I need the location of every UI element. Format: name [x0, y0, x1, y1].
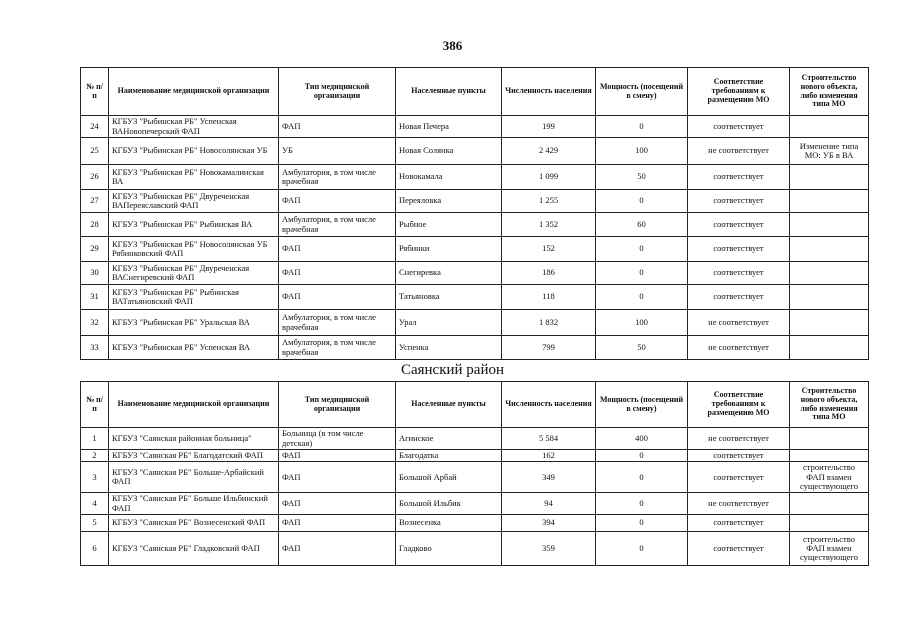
- cell-construction: [790, 285, 869, 310]
- header-construction: Строительство нового объекта, либо изменения типа МО: [790, 382, 869, 428]
- cell-type: Больница (в том числе детская): [279, 428, 396, 450]
- table-row: [81, 237, 869, 262]
- cell-population: 94: [502, 493, 596, 515]
- cell-type: Амбулатория, в том числе врачебная: [279, 310, 396, 336]
- cell-type: ФАП: [279, 450, 396, 462]
- header-num: № п/п: [81, 68, 109, 116]
- cell-compliance: соответствует: [688, 116, 790, 138]
- cell-org: КГБУЗ "Рыбинская РБ" Двуреченская ВАСнегиревский ФАП: [109, 262, 279, 285]
- cell-construction: [790, 190, 869, 213]
- cell-num: 32: [81, 310, 109, 336]
- cell-compliance: соответствует: [688, 462, 790, 493]
- header-construction: Строительство нового объекта, либо изменения типа МО: [790, 68, 869, 116]
- cell-settlement: Агинское: [396, 428, 502, 450]
- cell-type: ФАП: [279, 116, 396, 138]
- cell-num: 29: [81, 237, 109, 262]
- header-type: Тип медицинской организации: [279, 382, 396, 428]
- cell-type: ФАП: [279, 262, 396, 285]
- table-header-row: [81, 68, 869, 116]
- cell-org: КГБУЗ "Рыбинская РБ" Успенская ВА: [109, 336, 279, 360]
- cell-construction: строительство ФАП взамен существующего: [790, 532, 869, 566]
- cell-capacity: 0: [596, 532, 688, 566]
- cell-type: Амбулатория, в том числе врачебная: [279, 336, 396, 360]
- cell-num: 30: [81, 262, 109, 285]
- cell-population: 118: [502, 285, 596, 310]
- cell-type: ФАП: [279, 285, 396, 310]
- cell-capacity: 0: [596, 190, 688, 213]
- cell-capacity: 60: [596, 213, 688, 237]
- cell-settlement: Татьяновка: [396, 285, 502, 310]
- cell-capacity: 0: [596, 515, 688, 532]
- header-capacity: Мощность (посещений в смену): [596, 382, 688, 428]
- cell-capacity: 50: [596, 336, 688, 360]
- cell-settlement: Снегиревка: [396, 262, 502, 285]
- cell-compliance: соответствует: [688, 532, 790, 566]
- cell-population: 394: [502, 515, 596, 532]
- header-compliance: Соответствие требованиям к размещению МО: [688, 382, 790, 428]
- cell-type: Амбулатория, в том числе врачебная: [279, 165, 396, 190]
- header-num: № п/п: [81, 382, 109, 428]
- cell-num: 1: [81, 428, 109, 450]
- cell-org: КГБУЗ "Саянская РБ" Больше Ильбинский ФАП: [109, 493, 279, 515]
- cell-num: 6: [81, 532, 109, 566]
- table-row: [81, 165, 869, 190]
- cell-compliance: не соответствует: [688, 138, 790, 165]
- cell-construction: [790, 515, 869, 532]
- cell-settlement: Большой Ильбик: [396, 493, 502, 515]
- cell-population: 162: [502, 450, 596, 462]
- cell-capacity: 100: [596, 310, 688, 336]
- header-population: Численность населения: [502, 382, 596, 428]
- cell-construction: [790, 336, 869, 360]
- cell-construction: строительство ФАП взамен существующего: [790, 462, 869, 493]
- cell-capacity: 0: [596, 237, 688, 262]
- header-type: Тип медицинской организации: [279, 68, 396, 116]
- cell-settlement: Новая Печера: [396, 116, 502, 138]
- cell-population: 5 584: [502, 428, 596, 450]
- cell-settlement: Успенка: [396, 336, 502, 360]
- cell-population: 199: [502, 116, 596, 138]
- cell-num: 24: [81, 116, 109, 138]
- cell-settlement: Большой Арбай: [396, 462, 502, 493]
- cell-compliance: соответствует: [688, 237, 790, 262]
- cell-construction: [790, 310, 869, 336]
- table-row: [81, 450, 869, 462]
- section-title: Саянский район: [400, 362, 505, 378]
- cell-settlement: Гладково: [396, 532, 502, 566]
- cell-population: 359: [502, 532, 596, 566]
- table-row: [81, 190, 869, 213]
- cell-org: КГБУЗ "Саянская РБ" Вознесенский ФАП: [109, 515, 279, 532]
- header-settlements: Населенные пункты: [396, 382, 502, 428]
- cell-compliance: не соответствует: [688, 493, 790, 515]
- cell-population: 799: [502, 336, 596, 360]
- cell-construction: [790, 450, 869, 462]
- cell-org: КГБУЗ "Рыбинская РБ" Рыбинская ВА: [109, 213, 279, 237]
- cell-org: КГБУЗ "Рыбинская РБ" Двуреченская ВАПереяславский ФАП: [109, 190, 279, 213]
- cell-compliance: соответствует: [688, 213, 790, 237]
- cell-capacity: 0: [596, 262, 688, 285]
- cell-population: 1 099: [502, 165, 596, 190]
- cell-org: КГБУЗ "Саянская районная больница": [109, 428, 279, 450]
- cell-compliance: соответствует: [688, 165, 790, 190]
- cell-compliance: соответствует: [688, 450, 790, 462]
- table-row: [81, 515, 869, 532]
- cell-org: КГБУЗ "Саянская РБ" Больше-Арбайский ФАП: [109, 462, 279, 493]
- cell-org: КГБУЗ "Рыбинская РБ" Уральская ВА: [109, 310, 279, 336]
- table-row: [81, 285, 869, 310]
- cell-capacity: 0: [596, 116, 688, 138]
- cell-compliance: не соответствует: [688, 336, 790, 360]
- cell-type: ФАП: [279, 237, 396, 262]
- cell-construction: [790, 262, 869, 285]
- cell-org: КГБУЗ "Рыбинская РБ" Новосолянская УБ Рябинковский ФАП: [109, 237, 279, 262]
- cell-num: 25: [81, 138, 109, 165]
- table-row: [81, 213, 869, 237]
- cell-org: КГБУЗ "Саянская РБ" Благодатский ФАП: [109, 450, 279, 462]
- cell-compliance: не соответствует: [688, 428, 790, 450]
- cell-type: ФАП: [279, 190, 396, 213]
- facilities-table-sayansky: [80, 381, 869, 566]
- cell-num: 33: [81, 336, 109, 360]
- header-org: Наименование медицинской организации: [109, 68, 279, 116]
- cell-type: УБ: [279, 138, 396, 165]
- table-row: [81, 462, 869, 493]
- cell-population: 1 832: [502, 310, 596, 336]
- table-row: [81, 336, 869, 360]
- facilities-table-rybinsky: [80, 67, 869, 360]
- header-settlements: Населенные пункты: [396, 68, 502, 116]
- cell-num: 2: [81, 450, 109, 462]
- cell-construction: [790, 493, 869, 515]
- cell-type: ФАП: [279, 462, 396, 493]
- cell-compliance: соответствует: [688, 285, 790, 310]
- cell-num: 3: [81, 462, 109, 493]
- cell-population: 186: [502, 262, 596, 285]
- cell-population: 1 352: [502, 213, 596, 237]
- cell-num: 27: [81, 190, 109, 213]
- cell-population: 1 255: [502, 190, 596, 213]
- cell-construction: [790, 165, 869, 190]
- cell-type: Амбулатория, в том числе врачебная: [279, 213, 396, 237]
- cell-population: 349: [502, 462, 596, 493]
- cell-settlement: Благодатка: [396, 450, 502, 462]
- page-number: 386: [442, 38, 463, 53]
- cell-settlement: Новокамала: [396, 165, 502, 190]
- cell-org: КГБУЗ "Рыбинская РБ" Новосолянская УБ: [109, 138, 279, 165]
- cell-settlement: Переяловка: [396, 190, 502, 213]
- cell-type: ФАП: [279, 493, 396, 515]
- cell-construction: [790, 116, 869, 138]
- table-row: [81, 493, 869, 515]
- table-row: [81, 310, 869, 336]
- cell-num: 28: [81, 213, 109, 237]
- cell-type: ФАП: [279, 532, 396, 566]
- cell-capacity: 0: [596, 462, 688, 493]
- cell-population: 2 429: [502, 138, 596, 165]
- cell-num: 26: [81, 165, 109, 190]
- header-capacity: Мощность (посещений в смену): [596, 68, 688, 116]
- cell-num: 31: [81, 285, 109, 310]
- cell-settlement: Рыбное: [396, 213, 502, 237]
- table-row: [81, 116, 869, 138]
- cell-capacity: 400: [596, 428, 688, 450]
- cell-settlement: Урал: [396, 310, 502, 336]
- cell-org: КГБУЗ "Саянская РБ" Гладковский ФАП: [109, 532, 279, 566]
- table-row: [81, 428, 869, 450]
- cell-settlement: Рябинки: [396, 237, 502, 262]
- header-org: Наименование медицинской организации: [109, 382, 279, 428]
- table-header-row: [81, 382, 869, 428]
- cell-settlement: Вознесенка: [396, 515, 502, 532]
- cell-org: КГБУЗ "Рыбинская РБ" Успенская ВАНовопечерский ФАП: [109, 116, 279, 138]
- cell-capacity: 50: [596, 165, 688, 190]
- cell-construction: [790, 213, 869, 237]
- cell-type: ФАП: [279, 515, 396, 532]
- cell-num: 4: [81, 493, 109, 515]
- cell-settlement: Новая Солянка: [396, 138, 502, 165]
- cell-population: 152: [502, 237, 596, 262]
- cell-capacity: 0: [596, 450, 688, 462]
- cell-compliance: не соответствует: [688, 310, 790, 336]
- cell-construction: [790, 428, 869, 450]
- cell-construction: [790, 237, 869, 262]
- cell-compliance: соответствует: [688, 190, 790, 213]
- table-row: [81, 532, 869, 566]
- cell-construction: Изменение типа МО: УБ в ВА: [790, 138, 869, 165]
- table-row: [81, 138, 869, 165]
- cell-capacity: 0: [596, 285, 688, 310]
- cell-num: 5: [81, 515, 109, 532]
- table-row: [81, 262, 869, 285]
- header-population: Численность населения: [502, 68, 596, 116]
- cell-compliance: соответствует: [688, 515, 790, 532]
- cell-org: КГБУЗ "Рыбинская РБ" Рыбинская ВАТатьяновский ФАП: [109, 285, 279, 310]
- cell-org: КГБУЗ "Рыбинская РБ" Новокамалинская ВА: [109, 165, 279, 190]
- cell-capacity: 0: [596, 493, 688, 515]
- header-compliance: Соответствие требованиям к размещению МО: [688, 68, 790, 116]
- cell-compliance: соответствует: [688, 262, 790, 285]
- cell-capacity: 100: [596, 138, 688, 165]
